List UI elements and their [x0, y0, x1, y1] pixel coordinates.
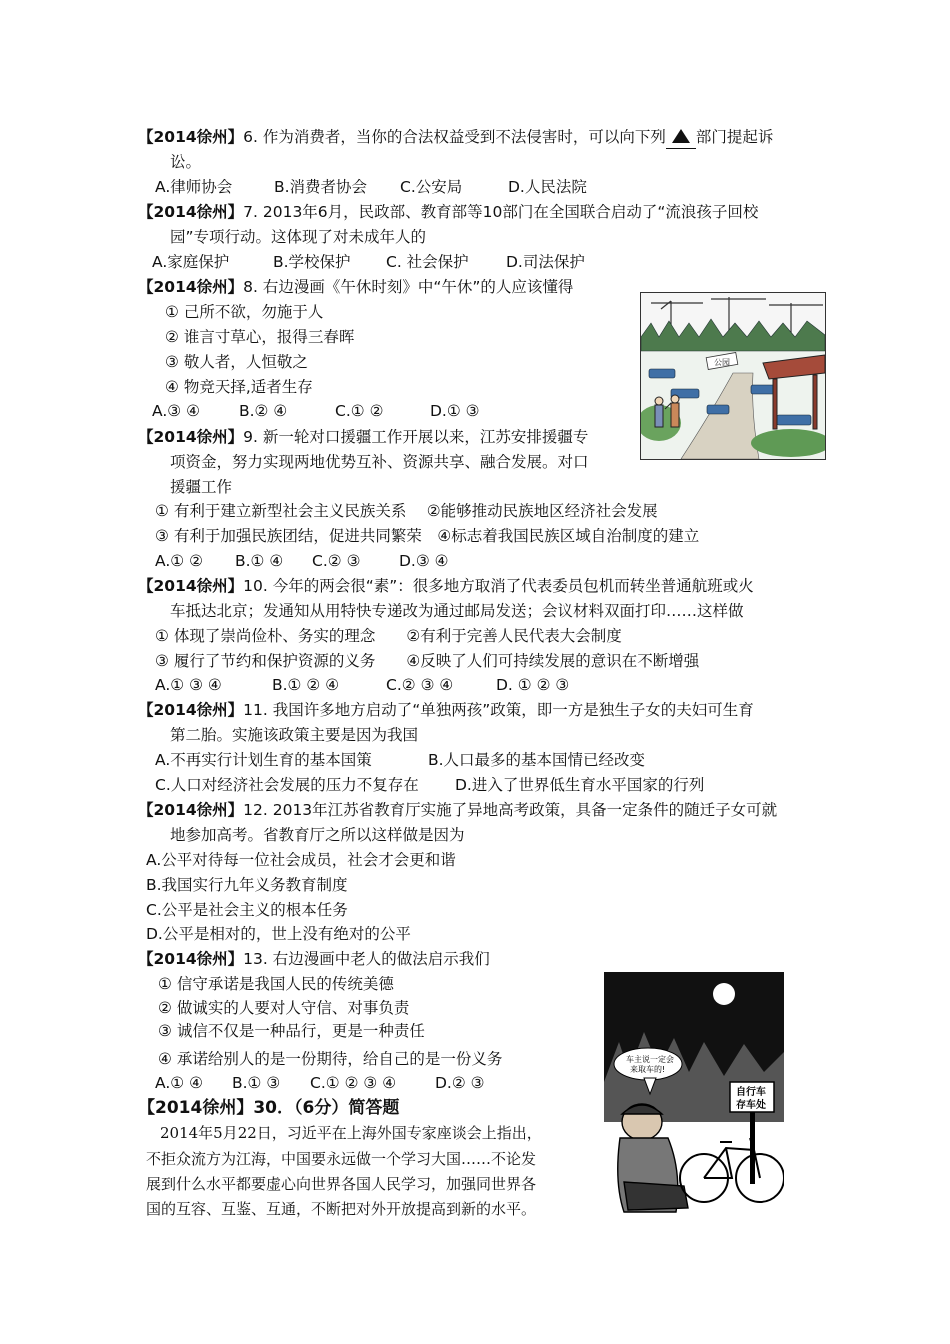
q9-stem-cont: 项资金，努力实现两地优势互补、资源共享、融合发展。对口 — [170, 453, 589, 471]
q9-items-row1: ① 有利于建立新型社会主义民族关系 ②能够推动民族地区经济社会发展 — [155, 502, 658, 520]
q13-tag: 【2014徐州】 — [138, 950, 244, 968]
q9-line1 — [138, 426, 588, 448]
q8-line1 — [138, 276, 573, 298]
q7-stem-cont: 园”专项行动。这体现了对未成年人的 — [170, 228, 427, 246]
bicycle-keeper-cartoon — [604, 972, 784, 1226]
q13-item-3: ③ 诚信不仅是一种品行，更是一种责任 — [158, 1022, 425, 1040]
q6-blank — [666, 126, 696, 149]
q8-item-4: ④ 物竞天择,适者生存 — [165, 378, 313, 396]
q13-line1 — [138, 948, 490, 970]
q9-items-row2: ③ 有利于加强民族团结，促进共同繁荣 ④标志着我国民族区域自治制度的建立 — [155, 527, 700, 545]
q6-options — [155, 176, 587, 198]
q11-option-c: C.人口对经济社会发展的压力不复存在 — [155, 776, 419, 794]
q6-stem-b: 部门提起诉 — [695, 128, 774, 146]
q30-para-line3: 展到什么水平都要虚心向世界各国人民学习，加强同世界各 — [146, 1175, 537, 1193]
cartoon-sign-line2: 存车处 — [736, 1100, 766, 1111]
q6-line1 — [138, 126, 773, 149]
q12-option-b: B.我国实行九年义务教育制度 — [146, 876, 348, 894]
q8-item-2: ② 谁言寸草心，报得三春晖 — [165, 328, 355, 346]
q9-option-b: B.① ④ — [235, 552, 284, 570]
q11-stem: 11. 我国许多地方启动了“单独两孩”政策，即一方是独生子女的夫妇可生育 — [243, 701, 754, 719]
q30-para-line2: 不拒众流方为江海，中国要永远做一个学习大国……不论发 — [146, 1150, 537, 1168]
q9-stem-cont2: 援疆工作 — [170, 478, 233, 496]
q6-option-d: D.人民法院 — [508, 178, 587, 196]
q30-tag: 【2014徐州】 — [138, 1098, 254, 1118]
q7-option-a: A.家庭保护 — [152, 253, 230, 271]
q10-tag: 【2014徐州】 — [138, 577, 244, 595]
q30-para-line4: 国的互容、互鉴、互通，不断把对外开放提高到新的水平。 — [146, 1200, 537, 1218]
q11-stem-cont: 第二胎。实施该政策主要是因为我国 — [170, 726, 419, 744]
q7-options — [152, 251, 585, 273]
q12-option-c: C.公平是社会主义的根本任务 — [146, 901, 348, 919]
q13-option-b: B.① ③ — [232, 1074, 281, 1092]
q11-tag: 【2014徐州】 — [138, 701, 244, 719]
q9-tag: 【2014徐州】 — [138, 428, 244, 446]
q9-option-d: D.③ ④ — [399, 552, 449, 570]
q6-option-c: C.公安局 — [400, 178, 463, 196]
cartoon-sign-line1: 自行车 — [736, 1087, 766, 1098]
q9-stem: 9. 新一轮对口援疆工作开展以来，江苏安排援疆专 — [243, 428, 589, 446]
q13-item-4: ④ 承诺给别人的是一份期待，给自己的是一份义务 — [158, 1050, 503, 1068]
q13-item-2: ② 做诚实的人要对人守信、对事负责 — [158, 999, 410, 1017]
q13-item-1: ① 信守承诺是我国人民的传统美德 — [158, 975, 394, 993]
q10-options — [155, 674, 569, 696]
q9-options — [155, 550, 449, 572]
q13-option-a: A.① ④ — [155, 1074, 203, 1092]
q11-option-d: D.进入了世界低生育水平国家的行列 — [455, 776, 705, 794]
bicycle-keeper-illustration — [604, 972, 784, 1226]
q8-option-c: C.① ② — [335, 402, 384, 420]
q6-option-b: B.消费者协会 — [274, 178, 368, 196]
svg-text:来取车的!: 来取车的! — [630, 1065, 666, 1074]
q13-option-c: C.① ② ③ ④ — [310, 1074, 397, 1092]
q8-item-1: ① 己所不欲，勿施于人 — [165, 303, 324, 321]
q11-option-a: A.不再实行计划生育的基本国策 — [155, 751, 372, 769]
q10-line1 — [138, 575, 754, 597]
q7-tag: 【2014徐州】 — [138, 203, 244, 221]
q13-option-d: D.② ③ — [435, 1074, 485, 1092]
q30-para-line1: 2014年5月22日，习近平在上海外国专家座谈会上指出， — [160, 1124, 542, 1142]
q12-option-d: D.公平是相对的，世上没有绝对的公平 — [146, 925, 411, 943]
q10-stem: 10. 今年的两会很“素”：很多地方取消了代表委员包机而转坐普通航班或火 — [243, 577, 754, 595]
q6-option-a: A.律师协会 — [155, 178, 233, 196]
q10-option-b: B.① ② ④ — [272, 676, 340, 694]
q8-option-d: D.① ③ — [430, 402, 480, 420]
q13-options — [155, 1072, 485, 1094]
q9-option-c: C.② ③ — [312, 552, 361, 570]
triangle-icon — [672, 129, 690, 143]
q6-stem-cont: 讼。 — [170, 153, 202, 171]
q7-option-c: C. 社会保护 — [386, 253, 469, 271]
q10-option-c: C.② ③ ④ — [386, 676, 454, 694]
q7-line1 — [138, 201, 758, 223]
q7-option-d: D.司法保护 — [506, 253, 585, 271]
q9-option-a: A.① ② — [155, 552, 203, 570]
q12-line1 — [138, 799, 777, 821]
q8-options — [152, 400, 480, 422]
q11-options-row2 — [155, 774, 704, 796]
q7-option-b: B.学校保护 — [273, 253, 351, 271]
q8-stem: 8. 右边漫画《午休时刻》中“午休”的人应该懂得 — [243, 278, 574, 296]
q11-option-b: B.人口最多的基本国情已经改变 — [428, 751, 646, 769]
q12-option-a: A.公平对待每一位社会成员，社会才会更和谐 — [146, 851, 456, 869]
nap-time-cartoon — [640, 292, 826, 460]
q10-stem-cont: 车抵达北京；发通知从用特快专递改为通过邮局发送；会议材料双面打印……这样做 — [170, 602, 744, 620]
q12-stem: 12. 2013年江苏省教育厅实施了异地高考政策，具备一定条件的随迁子女可就 — [243, 801, 778, 819]
cartoon-park-sign: 公园 — [714, 358, 730, 367]
q8-item-3: ③ 敬人者，人恒敬之 — [165, 353, 308, 371]
q11-line1 — [138, 699, 754, 721]
q6-tag: 【2014徐州】 — [138, 128, 244, 146]
q10-option-a: A.① ③ ④ — [155, 676, 222, 694]
q12-stem-cont: 地参加高考。省教育厅之所以这样做是因为 — [170, 826, 465, 844]
q10-items-row2: ③ 履行了节约和保护资源的义务 ④反映了人们可持续发展的意识在不断增强 — [155, 652, 700, 670]
q12-tag: 【2014徐州】 — [138, 801, 244, 819]
q30-heading — [138, 1096, 399, 1120]
q8-option-a: A.③ ④ — [152, 402, 200, 420]
q8-option-b: B.② ④ — [239, 402, 288, 420]
q13-stem: 13. 右边漫画中老人的做法启示我们 — [243, 950, 490, 968]
q10-items-row1: ① 体现了崇尚俭朴、务实的理念 ②有利于完善人民代表大会制度 — [155, 627, 622, 645]
q8-tag: 【2014徐州】 — [138, 278, 244, 296]
cartoon-bubble-text: 车主说一定会 — [626, 1055, 674, 1064]
moon-icon — [713, 983, 735, 1005]
q6-stem: 6. 作为消费者，当你的合法权益受到不法侵害时，可以向下列 — [243, 128, 666, 146]
q30-title: 30．（6分）简答题 — [253, 1098, 400, 1118]
park-scene-illustration — [641, 293, 825, 459]
q10-option-d: D. ① ② ③ — [496, 676, 570, 694]
q11-options-row1 — [155, 749, 645, 771]
q7-stem: 7. 2013年6月，民政部、教育部等10部门在全国联合启动了“流浪孩子回校 — [243, 203, 759, 221]
